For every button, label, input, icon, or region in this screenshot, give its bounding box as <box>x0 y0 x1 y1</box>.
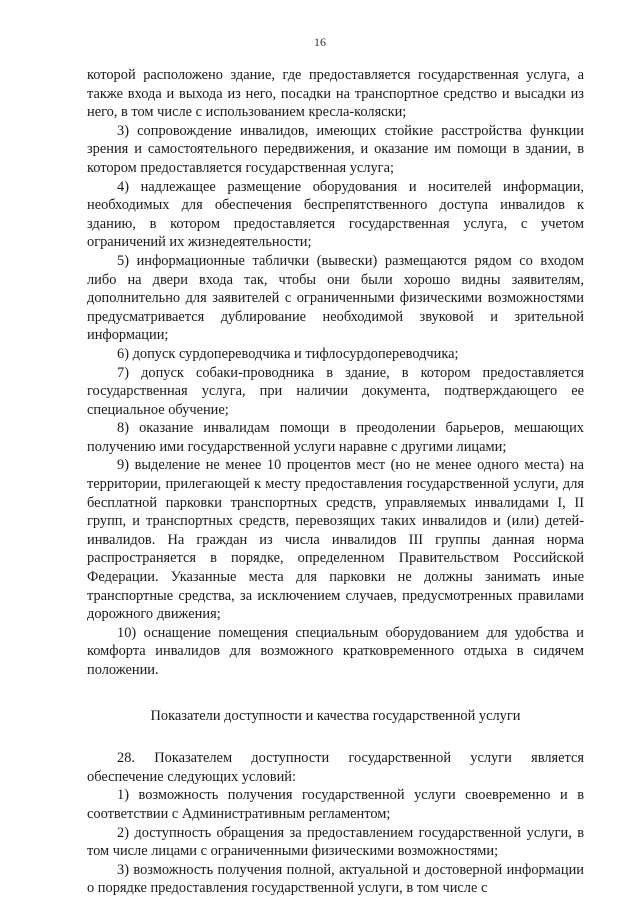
paragraph-item-7: 7) допуск собаки-проводника в здание, в котором предоставляется государственная услуга, при наличии документа, подтверждающего ее специальное обучение; <box>87 364 584 418</box>
document-body <box>87 66 584 898</box>
page-number: 16 <box>314 35 326 49</box>
paragraph-item-3: 3) сопровождение инвалидов, имеющих стойкие расстройства функции зрения и самостоятельного передвижения, и оказание им помощи в здании, в котором предоставляется государственная услуга; <box>87 122 584 176</box>
paragraph-item-8: 8) оказание инвалидам помощи в преодолении барьеров, мешающих получению ими государственной услуги наравне с другими лицами; <box>87 420 584 455</box>
paragraph-condition-1: 1) возможность получения государственной услуги своевременно и в соответствии с Административным регламентом; <box>87 787 584 822</box>
section-heading: Показатели доступности и качества государственной услуги <box>150 707 521 724</box>
paragraph-section-28: 28. Показателем доступности государственной услуги является обеспечение следующих условий: <box>87 750 584 785</box>
paragraph-item-9: 9) выделение не менее 10 процентов мест (но не менее одного места) на территории, прилегающей к месту предоставления государственной услуги, для бесплатной парковки транспортных средств, управляемых инвалидами I, II групп, и транспортных средств, перевозящих таких инвалидов и (или) детей-инвалидов. На граждан из числа инвалидов III группы данная норма распространяется в порядке, определенном Правительством Российской Федерации. Указанные места для парковки не должны занимать иные транспортные средства, за исключением случаев, предусмотренных правилами дорожного движения; <box>87 457 584 623</box>
paragraph-item-4: 4) надлежащее размещение оборудования и носителей информации, необходимых для обеспечения беспрепятственного доступа инвалидов к зданию, в котором предоставляется государственная услуга, с учетом ограничений их жизнедеятельности; <box>87 178 584 251</box>
paragraph-continuation: которой расположено здание, где предоставляется государственная услуга, а также входа и выхода из него, посадки на транспортное средство и высадки из него, в том числе с использованием кресла-коляски; <box>87 67 584 121</box>
paragraph-condition-3: 3) возможность получения полной, актуальной и достоверной информации о порядке предоставления государственной услуги, в том числе с <box>87 861 584 897</box>
paragraph-condition-2: 2) доступность обращения за предоставлением государственной услуги, в том числе лицами с ограниченными физическими возможностями; <box>87 824 584 860</box>
paragraph-item-6: 6) допуск сурдопереводчика и тифлосурдопереводчика; <box>117 345 459 362</box>
paragraph-item-5: 5) информационные таблички (вывески) размещаются рядом со входом либо на двери входа так, чтобы они были хорошо видны заявителям, дополнительно для заявителей с ограниченными физическими возможностями предусматривается дублирование необходимой звуковой и зрительной информации; <box>87 252 584 344</box>
paragraph-item-10: 10) оснащение помещения специальным оборудованием для удобства и комфорта инвалидов для возможного кратковременного отдыха в сидячем положении. <box>87 624 584 678</box>
